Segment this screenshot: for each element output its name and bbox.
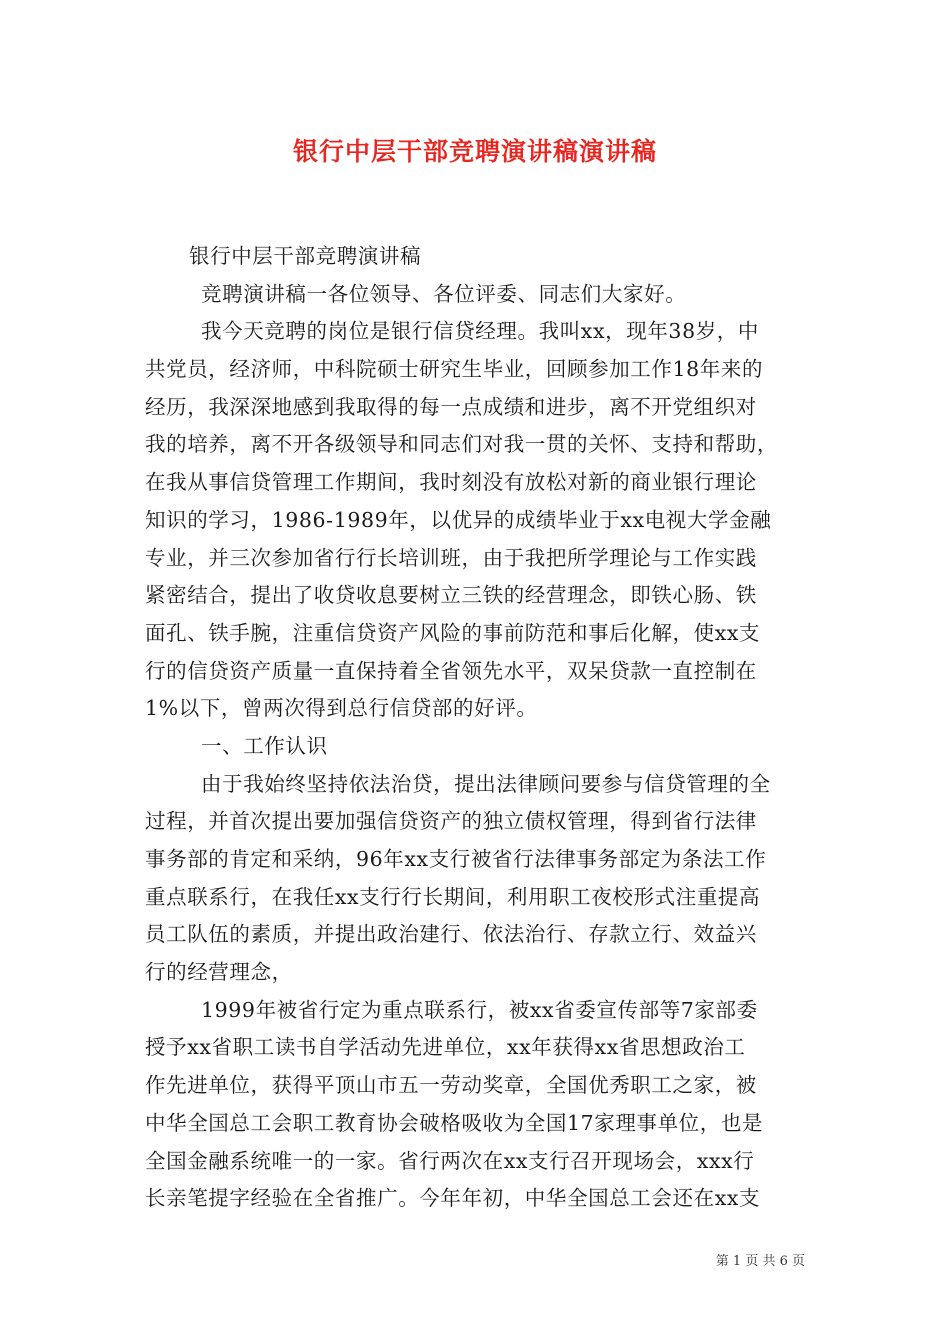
text-line: 由于我始终坚持依法治贷，提出法律顾问要参与信贷管理的全 bbox=[201, 771, 771, 796]
text-line: 授予xx省职工读书自学活动先进单位，xx年获得xx省思想政治工 bbox=[145, 1035, 746, 1060]
text-line: 作先进单位，获得平顶山市五一劳动奖章，全国优秀职工之家，被 bbox=[145, 1073, 757, 1098]
text-line: 1999年被省行定为重点联系行，被xx省委宣传部等7家部委 bbox=[201, 997, 758, 1022]
document-body bbox=[145, 238, 811, 1218]
text-line: 1%以下，曾两次得到总行信贷部的好评。 bbox=[145, 696, 538, 721]
text-line: 事务部的肯定和采纳，96年xx支行被省行法律事务部定为条法工作 bbox=[145, 847, 767, 871]
text-line: 行的信贷资产质量一直保持着全省领先水平，双呆贷款一直控制在 bbox=[145, 658, 757, 683]
text-line: 过程，并首次提出要加强信贷资产的独立债权管理，得到省行法律 bbox=[145, 809, 757, 834]
text-line: 中华全国总工会职工教育协会破格吸收为全国17家理事单位，也是 bbox=[145, 1110, 764, 1135]
text-line: 全国金融系统唯一的一家。省行两次在xx支行召开现场会，xxx行 bbox=[145, 1148, 755, 1173]
text-line: 一、工作认识 bbox=[201, 733, 328, 758]
text-line: 专业，并三次参加省行行长培训班，由于我把所学理论与工作实践 bbox=[145, 545, 757, 570]
text-line: 经历，我深深地感到我取得的每一点成绩和进步，离不开党组织对 bbox=[145, 394, 757, 419]
document-title: 银行中层干部竞聘演讲稿演讲稿 bbox=[292, 137, 657, 166]
text-line: 长亲笔提字经验在全省推广。今年年初，中华全国总工会还在xx支 bbox=[145, 1186, 761, 1211]
text-line: 竞聘演讲稿一各位领导、各位评委、同志们大家好。 bbox=[201, 281, 687, 306]
text-line: 我的培养，离不开各级领导和同志们对我一贯的关怀、支持和帮助， bbox=[145, 432, 778, 457]
text-line: 共党员，经济师，中科院硕士研究生毕业，回顾参加工作18年来的 bbox=[145, 357, 764, 382]
text-line: 银行中层干部竞聘演讲稿 bbox=[189, 244, 422, 268]
text-line: 在我从事信贷管理工作期间，我时刻没有放松对新的商业银行理论 bbox=[145, 470, 757, 495]
page-number: 第 1 页 共 6 页 bbox=[715, 1254, 805, 1269]
text-line: 知识的学习，1986-1989年，以优异的成绩毕业于xx电视大学金融 bbox=[145, 507, 772, 532]
text-line: 紧密结合，提出了收贷收息要树立三铁的经营理念，即铁心肠、铁 bbox=[145, 583, 757, 608]
text-line: 行的经营理念， bbox=[145, 960, 293, 985]
text-line: 我今天竞聘的岗位是银行信贷经理。我叫xx，现年38岁，中 bbox=[201, 319, 760, 344]
text-line: 面孔、铁手腕，注重信贷资产风险的事前防范和事后化解，使xx支 bbox=[145, 620, 761, 645]
text-line: 员工队伍的素质，并提出政治建行、依法治行、存款立行、效益兴 bbox=[145, 922, 757, 947]
text-line: 重点联系行，在我任xx支行行长期间，利用职工夜校形式注重提高 bbox=[145, 884, 761, 909]
